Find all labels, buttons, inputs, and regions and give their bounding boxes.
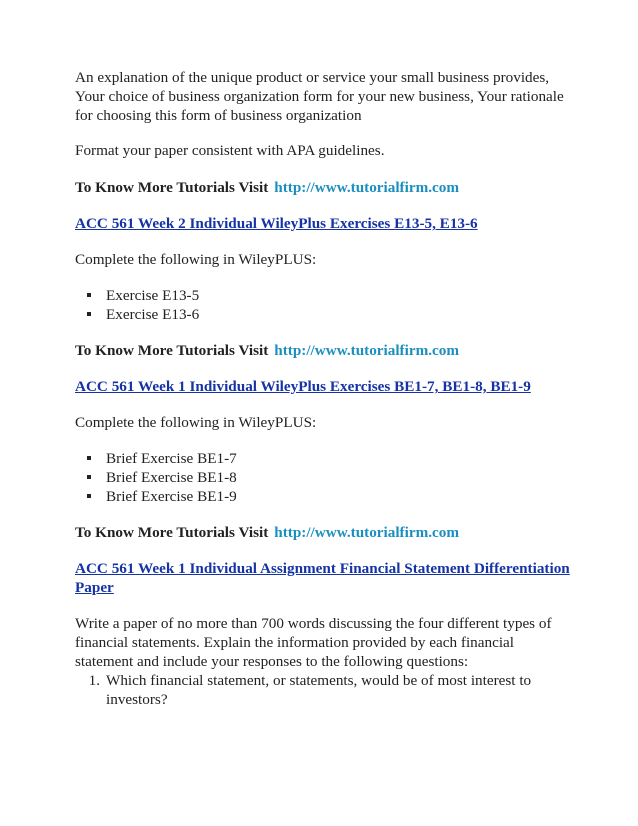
- question-list: [75, 671, 575, 709]
- visit-link[interactable]: http://www.tutorialfirm.com: [274, 179, 460, 196]
- bullet-icon: [87, 494, 91, 498]
- visit-link[interactable]: http://www.tutorialfirm.com: [274, 524, 460, 541]
- question-number: 1.: [88, 672, 100, 689]
- week2-lead: Complete the following in WileyPLUS:: [75, 251, 317, 268]
- week2-exercise-list: [75, 286, 575, 324]
- list-item: Brief Exercise BE1-9: [75, 487, 575, 506]
- visit-link[interactable]: http://www.tutorialfirm.com: [274, 342, 460, 359]
- intro-paragraph: An explanation of the unique product or service your small business provides, Your choice of business organization form for your new business, Your rationale for choosing this form of business organization: [75, 69, 564, 124]
- visit-line-1: [75, 178, 575, 197]
- bullet-icon: [87, 312, 91, 316]
- week1-exercise-list: [75, 449, 575, 506]
- week2-exercises-link[interactable]: ACC 561 Week 2 Individual WileyPlus Exercises E13-5, E13-6: [75, 215, 478, 232]
- bullet-icon: [87, 293, 91, 297]
- paper-instructions: Write a paper of no more than 700 words discussing the four different types of financial statements. Explain the information provided by each financial statement and include your responses to the following questions:: [75, 615, 552, 670]
- list-item: Exercise E13-6: [75, 305, 575, 324]
- week1-exercises-link[interactable]: ACC 561 Week 1 Individual WileyPlus Exercises BE1-7, BE1-8, BE1-9: [75, 378, 531, 395]
- visit-label: To Know More Tutorials Visit: [75, 342, 269, 359]
- format-note: Format your paper consistent with APA guidelines.: [75, 142, 385, 159]
- question-text: Which financial statement, or statements, would be of most interest to investors?: [106, 672, 532, 708]
- visit-label: To Know More Tutorials Visit: [75, 524, 269, 541]
- list-item: [75, 671, 575, 709]
- visit-line-2: [75, 341, 575, 360]
- list-item: Brief Exercise BE1-8: [75, 468, 575, 487]
- bullet-icon: [87, 475, 91, 479]
- document-page: [75, 68, 575, 709]
- bullet-icon: [87, 456, 91, 460]
- visit-label: To Know More Tutorials Visit: [75, 179, 269, 196]
- list-item: Exercise E13-5: [75, 286, 575, 305]
- week1-lead: Complete the following in WileyPLUS:: [75, 414, 317, 431]
- week1-paper-link[interactable]: ACC 561 Week 1 Individual Assignment Financial Statement Differentiation Paper: [75, 560, 570, 596]
- list-item: Brief Exercise BE1-7: [75, 449, 575, 468]
- visit-line-3: [75, 523, 575, 542]
